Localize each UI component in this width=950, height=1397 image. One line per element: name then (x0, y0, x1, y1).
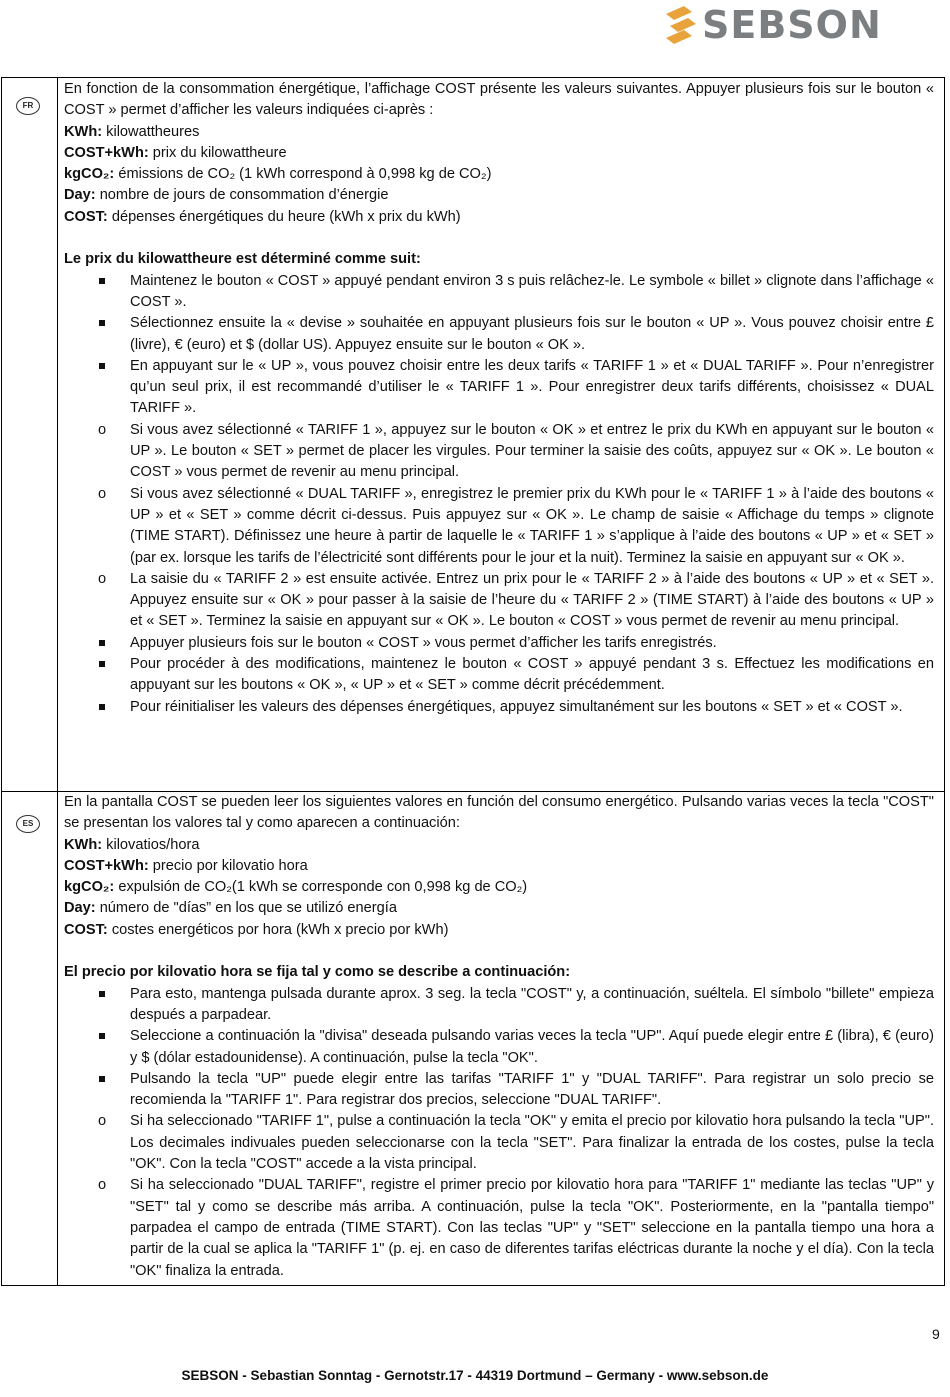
es-costkwh-label: COST+kWh: (64, 857, 149, 874)
es-section (64, 792, 934, 1282)
fr-section (64, 79, 934, 718)
fr-heading: Le prix du kilowattheure est déterminé comme suit: (64, 251, 421, 268)
list-item (64, 356, 934, 633)
fr-kgco2-line (64, 164, 934, 185)
list-item: Pour réinitialiser les valeurs des dépenses énergétiques, appuyez simultanément sur les boutons « SET » et « COST ». (64, 697, 934, 718)
fr-kwh-label: KWh: (64, 123, 103, 140)
es-sub-list (64, 1111, 934, 1281)
spacer (64, 941, 934, 962)
fr-cost-line (64, 207, 934, 228)
es-bullet-list (64, 984, 934, 1282)
list-item (64, 1069, 934, 1282)
es-flag-badge: ES (16, 815, 40, 833)
content-table (1, 77, 945, 1286)
fr-cost-text: dépenses énergétiques du heure (kWh x prix du kWh) (107, 208, 461, 225)
fr-costkwh-text: prix du kilowattheure (148, 144, 287, 161)
es-cost-text: costes energéticos por hora (kWh x precio por kWh) (107, 921, 449, 938)
sub-list-item: o Si vous avez sélectionné « DUAL TARIFF », enregistrez le premier prix du KWh pour le « TARIFF 1 » à l’aide des boutons « UP » et « SET » comme décrit ci-dessus. Puis appuyez sur « OK ». Le champ de saisie « Affichage du temps » clignote (TIME START). Définissez une heure à partir de laquelle le « TARIFF 1 » s’applique à l’aide des boutons « UP » et « SET » (par ex. lorsque les tarifs de l’électricité sont différents pour le jour et la nuit). Terminez la saisie en appuyant sur « OK ». (64, 484, 934, 569)
list-item-text: En appuyant sur le « UP », vous pouvez choisir entre les deux tarifs « TARIFF 1 » et « DUAL TARIFF ». Pour n’enregistrer qu’un seul prix, il est recommandé d’utiliser le « TARIFF 1 ». Pour enregistrer deux tarifs différents, choisissez « DUAL TARIFF ». (130, 357, 934, 417)
sub-list-item: o Si ha seleccionado "TARIFF 1", pulse a continuación la tecla "OK" y emita el precio por kilovatio hora pulsando la tecla "UP". Los decimales indivuales pueden seleccionarse con la tecla "SET". Para finalizar la entrada de los costes, pulse la tecla "OK". Con la tecla "COST" accede a la vista principal. (64, 1111, 934, 1175)
list-item-text: Pulsando la tecla "UP" puede elegir entre las tarifas "TARIFF 1" y "DUAL TARIFF". Para registrar un solo precio se recomienda la "TARIFF 1". Para registrar dos precios, seleccione "DUAL TARIFF". (130, 1070, 934, 1109)
es-costkwh-text: precio por kilovatio hora (148, 857, 308, 874)
fr-costkwh-label: COST+kWh: (64, 144, 149, 161)
es-intro: En la pantalla COST se pueden leer los siguientes valores en función del consumo energético. Pulsando varias veces la tecla "COST" se presentan los valores tal y como aparecen a continuación: (64, 794, 934, 832)
logo-wordmark: SEBSON (702, 3, 882, 47)
list-item: Pour procéder à des modifications, maintenez le bouton « COST » appuyé pendant 3 s. Effectuez les modifications en appuyant sur les boutons « OK », « UP » et « SET » comme décrit précédemment. (64, 654, 934, 697)
list-item: Seleccione a continuación la "divisa" deseada pulsando varias veces la tecla "UP". Aquí puede elegir entre £ (libra), € (euro) y $ (dólar estadounidense). A continuación, pulse la tecla "OK". (64, 1026, 934, 1069)
sub-list-item: o Si ha seleccionado "DUAL TARIFF", registre el primer precio por kilovatio hora para "TARIFF 1" mediante las teclas "UP" y "SET" tal y como se describe más arriba. A continuación, pulse la tecla "OK". Posteriormente, en la "pantalla tiempo" parpadea el campo de entrada (TIME START). Con las teclas "UP" y "SET" seleccione en la pantalla tiempo una hora a partir de la cual se aplica la "TARIFF 1" (p. ej. en caso de diferentes tarifas eléctricas durante la noche y el día). Con la tecla "OK" finaliza la entrada. (64, 1175, 934, 1281)
list-item: Appuyer plusieurs fois sur le bouton « COST » vous permet d’afficher les tarifs enregistrés. (64, 633, 934, 654)
list-item: Maintenez le bouton « COST » appuyé pendant environ 3 s puis relâchez-le. Le symbole « billet » clignote dans l’affichage « COST ». (64, 271, 934, 314)
fr-kgco2-text: émissions de CO₂ (1 kWh correspond à 0,998 kg de CO₂) (114, 166, 492, 183)
es-day-label: Day: (64, 900, 96, 917)
es-costkwh-line (64, 856, 934, 877)
es-kwh-text: kilovatios/hora (102, 836, 200, 853)
page-footer: SEBSON - Sebastian Sonntag - Gernotstr.17 - 44319 Dortmund – Germany - www.sebson.de (181, 1368, 769, 1383)
fr-day-line (64, 185, 934, 206)
column-divider (57, 78, 58, 1285)
es-cost-label: COST: (64, 921, 108, 938)
sub-list-item: o La saisie du « TARIFF 2 » est ensuite activée. Entrez un prix pour le « TARIFF 2 » à l’aide des boutons « UP » et « SET ». Appuyez ensuite sur « OK » pour passer à la saisie de l’heure du « TARIFF 2 » (TIME START) à l’aide des boutons « UP » et « SET ». Terminez la saisie en appuyant sur « OK ». Le bouton « COST » vous permet de revenir au menu principal. (64, 569, 934, 633)
es-cost-line (64, 920, 934, 941)
fr-bullet-list (64, 271, 934, 718)
es-kgco2-line (64, 877, 934, 898)
es-kwh-label: KWh: (64, 836, 103, 853)
fr-sub-list (64, 420, 934, 633)
fr-flag-badge: FR (16, 97, 40, 115)
logo-chevron-icon (662, 4, 702, 46)
fr-cost-label: COST: (64, 208, 108, 225)
page-number: 9 (932, 1326, 940, 1342)
fr-intro: En fonction de la consommation énergétique, l’affichage COST présente les valeurs suivantes. Appuyer plusieurs fois sur le bouton « COST » permet d’afficher les valeurs indiquées ci-après : (64, 81, 934, 119)
sub-list-item: o Si vous avez sélectionné « TARIFF 1 », appuyez sur le bouton « OK » et entrez le prix du KWh en appuyant sur le bouton « UP ». Le bouton « SET » permet de placer les virgules. Pour terminer la saisie des coûts, appuyez sur « OK ». Le bouton « COST » vous permet de revenir au menu principal. (64, 420, 934, 484)
fr-kwh-text: kilowattheures (102, 123, 200, 140)
fr-day-label: Day: (64, 187, 96, 204)
fr-day-text: nombre de jours de consommation d’énergie (95, 187, 389, 204)
fr-costkwh-line (64, 143, 934, 164)
es-kgco2-text: expulsión de CO₂(1 kWh se corresponde con 0,998 kg de CO₂) (114, 879, 528, 896)
list-item: Para esto, mantenga pulsada durante aprox. 3 seg. la tecla "COST" y, a continuación, suéltela. El símbolo "billete" empieza después a parpadear. (64, 984, 934, 1027)
es-kwh-line (64, 835, 934, 856)
fr-kwh-line (64, 122, 934, 143)
es-day-line (64, 898, 934, 919)
sebson-logo (662, 4, 902, 46)
spacer (64, 228, 934, 249)
list-item: Sélectionnez ensuite la « devise » souhaitée en appuyant plusieurs fois sur le bouton « UP ». Vous pouvez choisir entre £ (livre), € (euro) et $ (dollar US). Appuyez ensuite sur le bouton « OK ». (64, 313, 934, 356)
es-day-text: número de "días” en los que se utilizó energía (95, 900, 397, 917)
es-kgco2-label: kgCO₂: (64, 879, 115, 896)
fr-kgco2-label: kgCO₂: (64, 166, 115, 183)
es-heading: El precio por kilovatio hora se fija tal y como se describe a continuación: (64, 964, 571, 981)
